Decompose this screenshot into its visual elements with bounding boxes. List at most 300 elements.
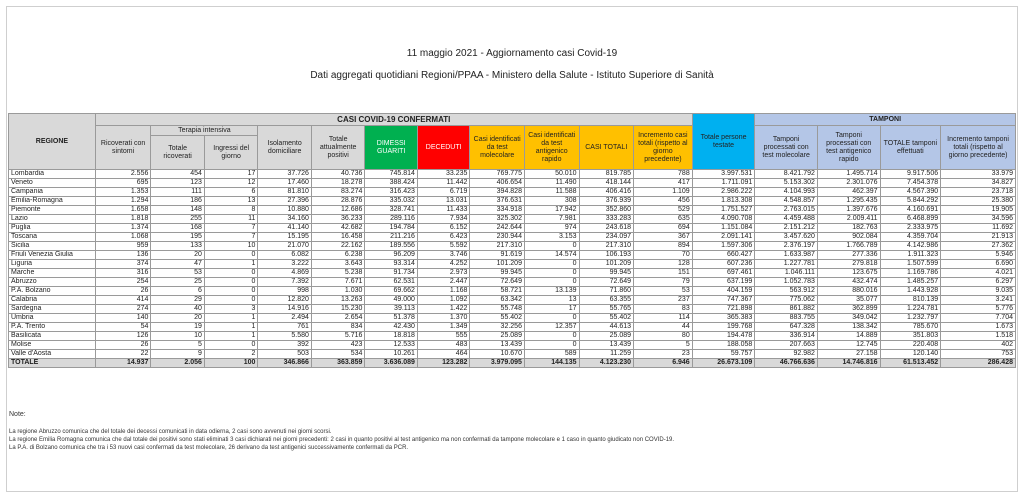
value-cell: 18.818 — [365, 332, 418, 341]
value-cell: 4.160.691 — [880, 206, 941, 215]
value-cell: 635 — [634, 215, 693, 224]
value-cell: 61.513.452 — [880, 359, 941, 368]
value-cell: 3.643 — [311, 260, 365, 269]
value-cell: 1 — [204, 332, 258, 341]
table-row — [9, 242, 1016, 251]
value-cell: 17 — [524, 305, 579, 314]
value-cell: 362.899 — [817, 305, 880, 314]
value-cell: 120.140 — [880, 350, 941, 359]
value-cell: 2.556 — [95, 170, 151, 179]
value-cell: 1.658 — [95, 206, 151, 215]
region-cell: P.A. Bolzano — [9, 287, 96, 296]
value-cell: 13.439 — [579, 341, 634, 350]
value-cell: 217.310 — [470, 242, 525, 251]
notes-title: Note: — [9, 411, 26, 418]
value-cell: 563.912 — [755, 287, 818, 296]
value-cell: 454 — [151, 170, 205, 179]
value-cell: 49.000 — [365, 296, 418, 305]
table-row — [9, 350, 1016, 359]
value-cell: 2.151.212 — [755, 224, 818, 233]
value-cell: 46.766.636 — [755, 359, 818, 368]
value-cell: 63.355 — [579, 296, 634, 305]
value-cell: 26 — [95, 287, 151, 296]
value-cell: 462.397 — [817, 188, 880, 197]
value-cell: 1.224.781 — [880, 305, 941, 314]
value-cell: 136 — [95, 251, 151, 260]
header-attualmente-positivi: Totale attualmente positivi — [311, 126, 365, 170]
value-cell: 883.755 — [755, 314, 818, 323]
page-subtitle: Dati aggregati quotidiani Regioni/PPAA - Ministero della Salute - Istituto Superiore di Sanità — [310, 70, 714, 81]
value-cell: 5.153.302 — [755, 179, 818, 188]
value-cell: 352.860 — [579, 206, 634, 215]
value-cell: 41.140 — [258, 224, 312, 233]
value-cell: 404.159 — [692, 287, 755, 296]
value-cell: 376.939 — [579, 197, 634, 206]
value-cell: 15.195 — [258, 233, 312, 242]
value-cell: 7.454.378 — [880, 179, 941, 188]
value-cell: 126 — [95, 332, 151, 341]
value-cell: 26 — [95, 341, 151, 350]
value-cell: 25.380 — [941, 197, 1016, 206]
value-cell: 106.193 — [579, 251, 634, 260]
value-cell: 22.162 — [311, 242, 365, 251]
value-cell: 810.139 — [880, 296, 941, 305]
region-cell: Liguria — [9, 260, 96, 269]
value-cell: 12.820 — [258, 296, 312, 305]
value-cell: 2.009.411 — [817, 215, 880, 224]
value-cell: 123.675 — [817, 269, 880, 278]
value-cell: 7.392 — [258, 278, 312, 287]
value-cell: 243.618 — [579, 224, 634, 233]
value-cell: 277.336 — [817, 251, 880, 260]
value-cell: 464 — [417, 350, 470, 359]
value-cell: 10.880 — [258, 206, 312, 215]
value-cell: 418.144 — [579, 179, 634, 188]
table-row — [9, 251, 1016, 260]
value-cell: 11.442 — [417, 179, 470, 188]
header-incremento-casi: Incremento casi totali (rispetto al giorno precedente) — [634, 126, 693, 170]
value-cell: 92.982 — [755, 350, 818, 359]
table-row — [9, 323, 1016, 332]
value-cell: 753 — [941, 350, 1016, 359]
value-cell: 220.408 — [880, 341, 941, 350]
value-cell: 1.751.527 — [692, 206, 755, 215]
value-cell: 1.507.599 — [880, 260, 941, 269]
value-cell: 11.588 — [524, 188, 579, 197]
value-cell: 11.692 — [941, 224, 1016, 233]
table-row — [9, 296, 1016, 305]
value-cell: 483 — [417, 341, 470, 350]
value-cell: 4.567.390 — [880, 188, 941, 197]
header-terapia-group: Terapia intensiva — [151, 126, 258, 136]
value-cell: 4.021 — [941, 269, 1016, 278]
value-cell: 22 — [95, 350, 151, 359]
value-cell: 33.235 — [417, 170, 470, 179]
value-cell: 902.084 — [817, 233, 880, 242]
value-cell: 39.113 — [365, 305, 418, 314]
value-cell: 374 — [95, 260, 151, 269]
value-cell: 6.946 — [634, 359, 693, 368]
value-cell: 9.035 — [941, 287, 1016, 296]
header-incremento-tamponi: Incremento tamponi totali (rispetto al giorno precedente) — [941, 126, 1016, 170]
value-cell: 529 — [634, 206, 693, 215]
value-cell: 647.328 — [755, 323, 818, 332]
header-tamponi-molecolare: Tamponi processati con test molecolare — [755, 126, 818, 170]
value-cell: 11 — [204, 215, 258, 224]
value-cell: 12.357 — [524, 323, 579, 332]
value-cell: 14.937 — [95, 359, 151, 368]
value-cell: 13.031 — [417, 197, 470, 206]
value-cell: 745.814 — [365, 170, 418, 179]
value-cell: 42.430 — [365, 323, 418, 332]
table-row — [9, 269, 1016, 278]
value-cell: 4.252 — [417, 260, 470, 269]
value-cell: 100 — [204, 359, 258, 368]
value-cell: 20 — [151, 314, 205, 323]
value-cell: 2.986.222 — [692, 188, 755, 197]
header-casi-group: CASI COVID-19 CONFERMATI — [95, 114, 692, 126]
value-cell: 18.278 — [311, 179, 365, 188]
table-row — [9, 179, 1016, 188]
value-cell: 207.663 — [755, 341, 818, 350]
value-cell: 3 — [204, 305, 258, 314]
value-cell: 423 — [311, 341, 365, 350]
value-cell: 274 — [95, 305, 151, 314]
value-cell: 37.726 — [258, 170, 312, 179]
value-cell: 4.142.986 — [880, 242, 941, 251]
value-cell: 7.981 — [524, 215, 579, 224]
value-cell: 607.236 — [692, 260, 755, 269]
value-cell: 660.427 — [692, 251, 755, 260]
table-row — [9, 170, 1016, 179]
value-cell: 5.238 — [311, 269, 365, 278]
value-cell: 34.160 — [258, 215, 312, 224]
value-cell: 17.460 — [258, 179, 312, 188]
value-cell: 417 — [634, 179, 693, 188]
value-cell: 1 — [204, 323, 258, 332]
value-cell: 761 — [258, 323, 312, 332]
value-cell: 1.397.676 — [817, 206, 880, 215]
header-isolamento: Isolamento domiciliare — [258, 126, 312, 170]
region-cell: TOTALE — [9, 359, 96, 368]
value-cell: 747.367 — [692, 296, 755, 305]
value-cell: 140 — [95, 314, 151, 323]
value-cell: 1.813.308 — [692, 197, 755, 206]
value-cell: 534 — [311, 350, 365, 359]
value-cell: 589 — [524, 350, 579, 359]
header-deceduti: DECEDUTI — [417, 126, 470, 170]
value-cell: 5 — [634, 341, 693, 350]
value-cell: 25 — [151, 278, 205, 287]
value-cell: 721.898 — [692, 305, 755, 314]
value-cell: 5 — [151, 341, 205, 350]
value-cell: 13 — [524, 296, 579, 305]
value-cell: 0 — [524, 278, 579, 287]
region-cell: Basilicata — [9, 332, 96, 341]
value-cell: 3.746 — [417, 251, 470, 260]
value-cell: 14.574 — [524, 251, 579, 260]
table-row — [9, 278, 1016, 287]
value-cell: 79 — [634, 278, 693, 287]
value-cell: 1.151.084 — [692, 224, 755, 233]
table-row — [9, 341, 1016, 350]
value-cell: 195 — [151, 233, 205, 242]
value-cell: 71.860 — [579, 287, 634, 296]
value-cell: 6.423 — [417, 233, 470, 242]
value-cell: 1.495.714 — [817, 170, 880, 179]
value-cell: 138.342 — [817, 323, 880, 332]
value-cell: 1.518 — [941, 332, 1016, 341]
value-cell: 432.474 — [817, 278, 880, 287]
value-cell: 1.227.781 — [755, 260, 818, 269]
note-line: La regione Emilia Romagna comunica che dal totale dei positivi sono stati eliminati 3 casi dichiarati nei giorni precedenti: 2 casi in quanto positivi al test antigenico ma non confermati da tampone molecolare e 1 caso in quanto giudicato non COVID-19. — [9, 437, 675, 443]
value-cell: 6.690 — [941, 260, 1016, 269]
value-cell: 0 — [524, 314, 579, 323]
value-cell: 1.766.789 — [817, 242, 880, 251]
value-cell: 1.295.435 — [817, 197, 880, 206]
value-cell: 6.152 — [417, 224, 470, 233]
value-cell: 70 — [634, 251, 693, 260]
header-ingressi: Ingressi del giorno — [204, 136, 258, 170]
value-cell: 99.945 — [579, 269, 634, 278]
region-cell: Lazio — [9, 215, 96, 224]
table-row — [9, 260, 1016, 269]
value-cell: 10 — [204, 242, 258, 251]
value-cell: 14.889 — [817, 332, 880, 341]
value-cell: 7 — [204, 224, 258, 233]
value-cell: 27.362 — [941, 242, 1016, 251]
value-cell: 53 — [151, 269, 205, 278]
value-cell: 54 — [95, 323, 151, 332]
table-row — [9, 287, 1016, 296]
value-cell: 637.199 — [692, 278, 755, 287]
value-cell: 91.734 — [365, 269, 418, 278]
value-cell: 3.222 — [258, 260, 312, 269]
value-cell: 4.459.488 — [755, 215, 818, 224]
value-cell: 12.745 — [817, 341, 880, 350]
value-cell: 59.757 — [692, 350, 755, 359]
value-cell: 6 — [151, 287, 205, 296]
value-cell: 289.116 — [365, 215, 418, 224]
value-cell: 2.301.076 — [817, 179, 880, 188]
value-cell: 2.447 — [417, 278, 470, 287]
region-cell: Veneto — [9, 179, 96, 188]
value-cell: 6.719 — [417, 188, 470, 197]
region-cell: Valle d'Aosta — [9, 350, 96, 359]
value-cell: 6 — [204, 188, 258, 197]
value-cell: 144.135 — [524, 359, 579, 368]
value-cell: 2.333.975 — [880, 224, 941, 233]
value-cell: 0 — [204, 296, 258, 305]
value-cell: 974 — [524, 224, 579, 233]
note-line: La P.A. di Bolzano comunica che tra i 53 nuovi casi confermati da test molecolare, 26 derivano da test antigenici successivamente confermati da PCR. — [9, 445, 409, 451]
value-cell: 14.916 — [258, 305, 312, 314]
value-cell: 10.261 — [365, 350, 418, 359]
region-cell: Toscana — [9, 233, 96, 242]
value-cell: 1.633.987 — [755, 251, 818, 260]
value-cell: 2.973 — [417, 269, 470, 278]
value-cell: 769.775 — [470, 170, 525, 179]
value-cell: 325.302 — [470, 215, 525, 224]
value-cell: 29 — [151, 296, 205, 305]
value-cell: 25.089 — [579, 332, 634, 341]
value-cell: 217.310 — [579, 242, 634, 251]
value-cell: 12 — [204, 179, 258, 188]
value-cell: 6.082 — [258, 251, 312, 260]
value-cell: 2.056 — [151, 359, 205, 368]
value-cell: 27.158 — [817, 350, 880, 359]
value-cell: 11.490 — [524, 179, 579, 188]
value-cell: 388.424 — [365, 179, 418, 188]
value-cell: 44 — [634, 323, 693, 332]
value-cell: 2.494 — [258, 314, 312, 323]
value-cell: 819.785 — [579, 170, 634, 179]
value-cell: 23.718 — [941, 188, 1016, 197]
value-cell: 316.423 — [365, 188, 418, 197]
value-cell: 1.169.786 — [880, 269, 941, 278]
value-cell: 230.944 — [470, 233, 525, 242]
region-cell: Molise — [9, 341, 96, 350]
region-cell: Friuli Venezia Giulia — [9, 251, 96, 260]
header-tamponi-group: TAMPONI — [755, 114, 1016, 126]
value-cell: 0 — [204, 287, 258, 296]
value-cell: 1.168 — [417, 287, 470, 296]
region-cell: Umbria — [9, 314, 96, 323]
value-cell: 308 — [524, 197, 579, 206]
value-cell: 72.649 — [579, 278, 634, 287]
value-cell: 188.058 — [692, 341, 755, 350]
value-cell: 349.042 — [817, 314, 880, 323]
value-cell: 123 — [151, 179, 205, 188]
value-cell: 10 — [151, 332, 205, 341]
value-cell: 1.294 — [95, 197, 151, 206]
value-cell: 25.089 — [470, 332, 525, 341]
header-dimessi: DIMESSI GUARITI — [365, 126, 418, 170]
value-cell: 1.597.306 — [692, 242, 755, 251]
region-cell: Campania — [9, 188, 96, 197]
value-cell: 237 — [634, 296, 693, 305]
value-cell: 367 — [634, 233, 693, 242]
value-cell: 2.091.141 — [692, 233, 755, 242]
value-cell: 9 — [151, 350, 205, 359]
region-cell: Calabria — [9, 296, 96, 305]
value-cell: 36.233 — [311, 215, 365, 224]
value-cell: 21.070 — [258, 242, 312, 251]
covid-data-table — [8, 113, 1016, 368]
value-cell: 2.376.197 — [755, 242, 818, 251]
value-cell: 11.433 — [417, 206, 470, 215]
value-cell: 13.263 — [311, 296, 365, 305]
value-cell: 8.421.792 — [755, 170, 818, 179]
value-cell: 211.216 — [365, 233, 418, 242]
region-cell: Emilia-Romagna — [9, 197, 96, 206]
note-line: La regione Abruzzo comunica che del totale dei decessi comunicati in data odierna, 2 casi sono avvenuti nei giorni scorsi. — [9, 429, 332, 435]
value-cell: 242.644 — [470, 224, 525, 233]
value-cell: 83.274 — [311, 188, 365, 197]
value-cell: 194.784 — [365, 224, 418, 233]
value-cell: 99.945 — [470, 269, 525, 278]
value-cell: 133 — [151, 242, 205, 251]
value-cell: 123.282 — [417, 359, 470, 368]
value-cell: 6.238 — [311, 251, 365, 260]
value-cell: 96.209 — [365, 251, 418, 260]
value-cell: 286.428 — [941, 359, 1016, 368]
value-cell: 7 — [204, 233, 258, 242]
value-cell: 834 — [311, 323, 365, 332]
value-cell: 20 — [151, 251, 205, 260]
value-cell: 376.631 — [470, 197, 525, 206]
value-cell: 1.370 — [417, 314, 470, 323]
value-cell: 189.556 — [365, 242, 418, 251]
value-cell: 114 — [634, 314, 693, 323]
value-cell: 0 — [524, 341, 579, 350]
value-cell: 2.654 — [311, 314, 365, 323]
value-cell: 17 — [204, 170, 258, 179]
value-cell: 3.979.095 — [470, 359, 525, 368]
value-cell: 775.062 — [755, 296, 818, 305]
value-cell: 1.046.111 — [755, 269, 818, 278]
value-cell: 128 — [634, 260, 693, 269]
value-cell: 12.533 — [365, 341, 418, 350]
value-cell: 1.443.928 — [880, 287, 941, 296]
value-cell: 3.457.620 — [755, 233, 818, 242]
value-cell: 1.052.783 — [755, 278, 818, 287]
value-cell: 55.402 — [470, 314, 525, 323]
value-cell: 998 — [258, 287, 312, 296]
value-cell: 1.353 — [95, 188, 151, 197]
value-cell: 3.636.089 — [365, 359, 418, 368]
value-cell: 101.209 — [470, 260, 525, 269]
value-cell: 3.153 — [524, 233, 579, 242]
region-cell: Abruzzo — [9, 278, 96, 287]
value-cell: 4.090.708 — [692, 215, 755, 224]
value-cell: 1.422 — [417, 305, 470, 314]
value-cell: 1 — [204, 314, 258, 323]
value-cell: 0 — [524, 242, 579, 251]
value-cell: 861.882 — [755, 305, 818, 314]
value-cell: 1.374 — [95, 224, 151, 233]
value-cell: 328.741 — [365, 206, 418, 215]
table-row — [9, 206, 1016, 215]
value-cell: 44.613 — [579, 323, 634, 332]
value-cell: 335.032 — [365, 197, 418, 206]
value-cell: 51.378 — [365, 314, 418, 323]
value-cell: 5.716 — [311, 332, 365, 341]
value-cell: 26.673.109 — [692, 359, 755, 368]
value-cell: 35.077 — [817, 296, 880, 305]
value-cell: 168 — [151, 224, 205, 233]
table-row — [9, 305, 1016, 314]
value-cell: 1.349 — [417, 323, 470, 332]
header-ricoverati: Ricoverati con sintomi — [95, 126, 151, 170]
value-cell: 0 — [204, 251, 258, 260]
header-casi-antigenico: Casi identificati da test antigenico rapido — [524, 126, 579, 170]
table-row — [9, 197, 1016, 206]
value-cell: 6.468.899 — [880, 215, 941, 224]
value-cell: 254 — [95, 278, 151, 287]
value-cell: 402 — [941, 341, 1016, 350]
value-cell: 40.736 — [311, 170, 365, 179]
value-cell: 5.592 — [417, 242, 470, 251]
table-body — [9, 170, 1016, 368]
value-cell: 234.097 — [579, 233, 634, 242]
header-casi-molecolare: Casi identificati da test molecolare — [470, 126, 525, 170]
value-cell: 13 — [204, 197, 258, 206]
table-row — [9, 188, 1016, 197]
value-cell: 42.682 — [311, 224, 365, 233]
table-row — [9, 224, 1016, 233]
value-cell: 23 — [634, 350, 693, 359]
